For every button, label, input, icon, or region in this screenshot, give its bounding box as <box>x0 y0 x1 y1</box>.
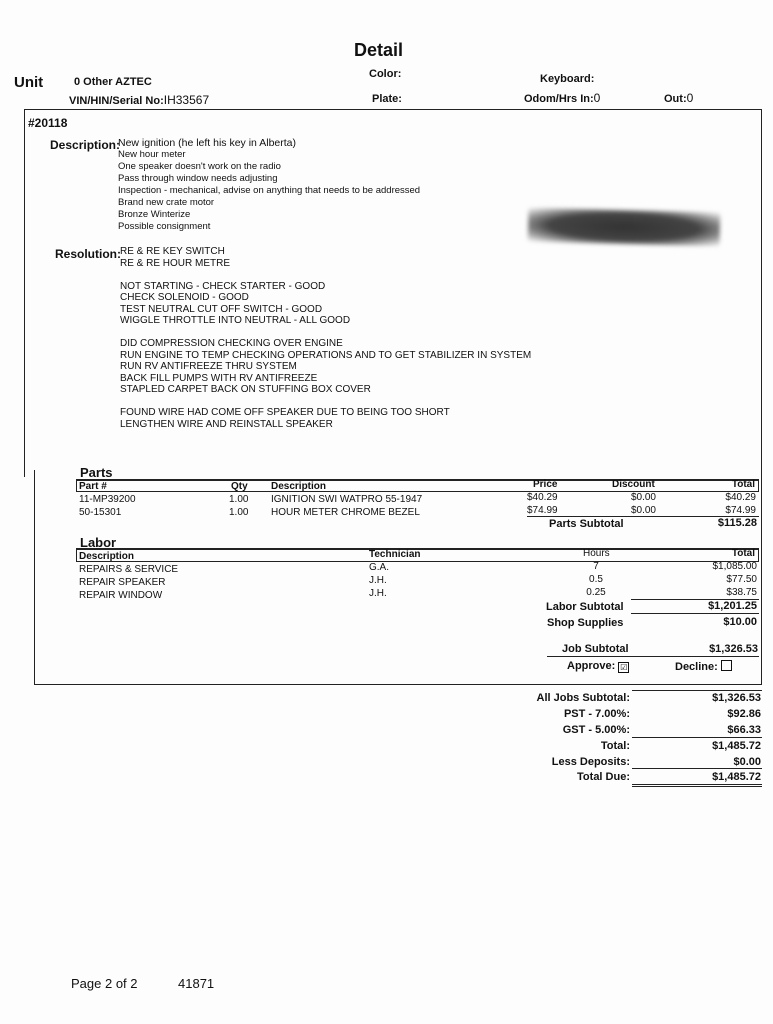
resolution-line: CHECK SOLENOID - GOOD <box>120 292 249 303</box>
labor-col-hours: Hours <box>583 548 610 559</box>
resolution-line: WIGGLE THROTTLE INTO NEUTRAL - ALL GOOD <box>120 315 351 326</box>
pst-label: PST - 7.00%: <box>563 708 630 720</box>
labor-row-total: $38.75 <box>726 587 757 598</box>
labor-row-hours: 0.25 <box>586 587 606 598</box>
totals-top-rule <box>632 690 762 691</box>
resolution-text <box>120 246 531 430</box>
deposits-rule <box>632 768 762 769</box>
page-number: Page 2 of 2 <box>71 976 138 991</box>
parts-header-bottom <box>76 491 759 492</box>
vin-value: IH33567 <box>163 93 210 107</box>
description-line: Pass through window needs adjusting <box>118 173 278 184</box>
shop-supplies-label: Shop Supplies <box>547 617 624 629</box>
parts-subtotal-label: Parts Subtotal <box>549 518 624 530</box>
labor-col-description: Description <box>79 551 135 562</box>
parts-col-part: Part # <box>79 481 107 492</box>
description-line: Inspection - mechanical, advise on anything that needs to be addressed <box>118 185 421 196</box>
parts-header-top <box>76 479 759 481</box>
total-label: Total: <box>600 740 630 752</box>
document-number: 41871 <box>178 976 215 991</box>
parts-col-description: Description <box>271 481 327 492</box>
all-jobs-value: $1,326.53 <box>712 692 761 704</box>
color-label: Color: <box>369 68 402 80</box>
vin-label: VIN/HIN/Serial No: <box>69 95 164 107</box>
job-subtotal-value: $1,326.53 <box>709 643 758 655</box>
job-subtotal-label: Job Subtotal <box>562 643 629 655</box>
labor-row-description: REPAIR WINDOW <box>79 590 163 601</box>
parts-col-total: Total <box>731 479 755 490</box>
resolution-line: DID COMPRESSION CHECKING OVER ENGINE <box>120 338 343 349</box>
labor-subtotal-label: Labor Subtotal <box>546 601 624 613</box>
description-line: New hour meter <box>118 149 186 160</box>
labor-row-technician: G.A. <box>369 562 390 573</box>
resolution-line: BACK FILL PUMPS WITH RV ANTIFREEZE <box>120 372 318 384</box>
total-value: $1,485.72 <box>712 740 761 752</box>
plate-label: Plate: <box>372 93 402 105</box>
job-box-right <box>761 109 762 477</box>
labor-header-bottom <box>76 561 759 562</box>
description-line: One speaker doesn't work on the radio <box>118 161 281 172</box>
parts-row-price: $74.99 <box>527 505 558 516</box>
labor-row-description: REPAIRS & SERVICE <box>79 564 179 575</box>
job-box-left <box>24 109 25 477</box>
job-box-right-lower <box>761 470 762 684</box>
description-line: New ignition (he left his key in Alberta) <box>118 137 297 149</box>
job-number: #20118 <box>28 116 68 130</box>
gst-label: GST - 5.00%: <box>562 724 630 736</box>
resolution-line: FOUND WIRE HAD COME OFF SPEAKER DUE TO BEING TOO SHORT <box>120 407 450 418</box>
resolution-line: NOT STARTING - CHECK STARTER - GOOD <box>120 280 326 292</box>
labor-header-left <box>76 548 77 562</box>
resolution-label: Resolution: <box>55 247 121 261</box>
resolution-line: STAPLED CARPET BACK ON STUFFING BOX COVER <box>120 384 371 395</box>
labor-heading: Labor <box>80 535 117 550</box>
total-due-rule <box>632 784 762 787</box>
total-due-value: $1,485.72 <box>712 771 761 783</box>
unit-value: 0 Other AZTEC <box>74 76 152 88</box>
unit-label: Unit <box>14 74 44 91</box>
deposits-label: Less Deposits: <box>551 756 630 768</box>
approve-label: Approve: <box>567 660 616 672</box>
description-text <box>118 137 420 233</box>
shop-supplies-rule <box>631 613 759 614</box>
parts-heading: Parts <box>80 465 113 480</box>
resolution-spacer <box>120 327 531 339</box>
total-rule <box>632 737 762 738</box>
resolution-line: RE & RE HOUR METRE <box>120 257 231 269</box>
resolution-line: RE & RE KEY SWITCH <box>120 246 225 257</box>
all-jobs-label: All Jobs Subtotal: <box>536 692 630 704</box>
parts-subtotal-value: $115.28 <box>717 517 757 529</box>
parts-row-price: $40.29 <box>527 492 558 503</box>
parts-row-total: $74.99 <box>725 505 756 516</box>
labor-row-hours: 7 <box>593 561 599 572</box>
resolution-line: RUN ENGINE TO TEMP CHECKING OPERATIONS AND TO GET STABILIZER IN SYSTEM <box>120 349 532 361</box>
decline-checkbox[interactable] <box>721 660 732 671</box>
description-label: Description: <box>50 138 121 152</box>
parts-col-price: Price <box>533 479 558 490</box>
parts-row-description: HOUR METER CHROME BEZEL <box>271 507 420 518</box>
resolution-spacer <box>120 269 531 281</box>
labor-subtotal-value: $1,201.25 <box>708 600 757 612</box>
parts-row-discount: $0.00 <box>630 505 656 516</box>
job-box-top <box>24 109 762 110</box>
out-label: Out: <box>664 93 687 105</box>
page-title: Detail <box>354 40 404 60</box>
description-line: Bronze Winterize <box>118 209 191 220</box>
parts-row-part: 11-MP39200 <box>79 494 136 505</box>
gst-value: $66.33 <box>727 724 761 736</box>
job-subtotal-rule <box>547 656 759 657</box>
parts-col-discount: Discount <box>612 479 655 490</box>
odom-label: Odom/Hrs In: <box>524 93 594 105</box>
job-box-bottom <box>34 684 762 685</box>
parts-row-description: IGNITION SWI WATPRO 55-1947 <box>271 494 423 505</box>
resolution-line: LENGTHEN WIRE AND REINSTALL SPEAKER <box>120 418 333 430</box>
shop-supplies-value: $10.00 <box>723 616 757 628</box>
out-value: 0 <box>686 91 694 105</box>
parts-row-part: 50-15301 <box>79 507 122 518</box>
description-line: Brand new crate motor <box>118 197 215 208</box>
odom-value: 0 <box>593 91 601 105</box>
redaction-mark <box>528 207 721 246</box>
approve-checkbox[interactable]: ☑ <box>620 663 628 672</box>
parts-row-qty: 1.00 <box>229 507 249 518</box>
labor-row-technician: J.H. <box>369 588 387 599</box>
labor-header-right <box>758 548 759 562</box>
parts-row-discount: $0.00 <box>630 492 656 503</box>
decline-field[interactable] <box>675 660 732 673</box>
parts-col-qty: Qty <box>231 481 248 492</box>
resolution-line: TEST NEUTRAL CUT OFF SWITCH - GOOD <box>120 303 323 315</box>
vin-field <box>69 93 209 107</box>
labor-col-total: Total <box>731 548 755 559</box>
out-field <box>664 91 693 105</box>
labor-col-technician: Technician <box>369 549 421 560</box>
resolution-line: RUN RV ANTIFREEZE THRU SYSTEM <box>120 361 297 372</box>
deposits-value: $0.00 <box>733 756 761 768</box>
decline-label: Decline: <box>675 661 718 673</box>
labor-row-total: $1,085.00 <box>712 561 757 572</box>
job-box-left-lower <box>34 470 35 684</box>
pst-value: $92.86 <box>727 708 761 720</box>
description-line: Possible consignment <box>118 221 211 232</box>
keyboard-label: Keyboard: <box>540 73 595 85</box>
total-due-label: Total Due: <box>577 771 630 783</box>
approve-field[interactable] <box>567 660 629 673</box>
labor-row-hours: 0.5 <box>589 574 603 585</box>
resolution-spacer <box>120 396 531 408</box>
odom-field <box>524 91 600 105</box>
parts-row-qty: 1.00 <box>229 494 249 505</box>
labor-row-total: $77.50 <box>726 574 757 585</box>
parts-row-total: $40.29 <box>725 492 756 503</box>
labor-row-description: REPAIR SPEAKER <box>79 577 166 588</box>
labor-row-technician: J.H. <box>369 575 387 586</box>
